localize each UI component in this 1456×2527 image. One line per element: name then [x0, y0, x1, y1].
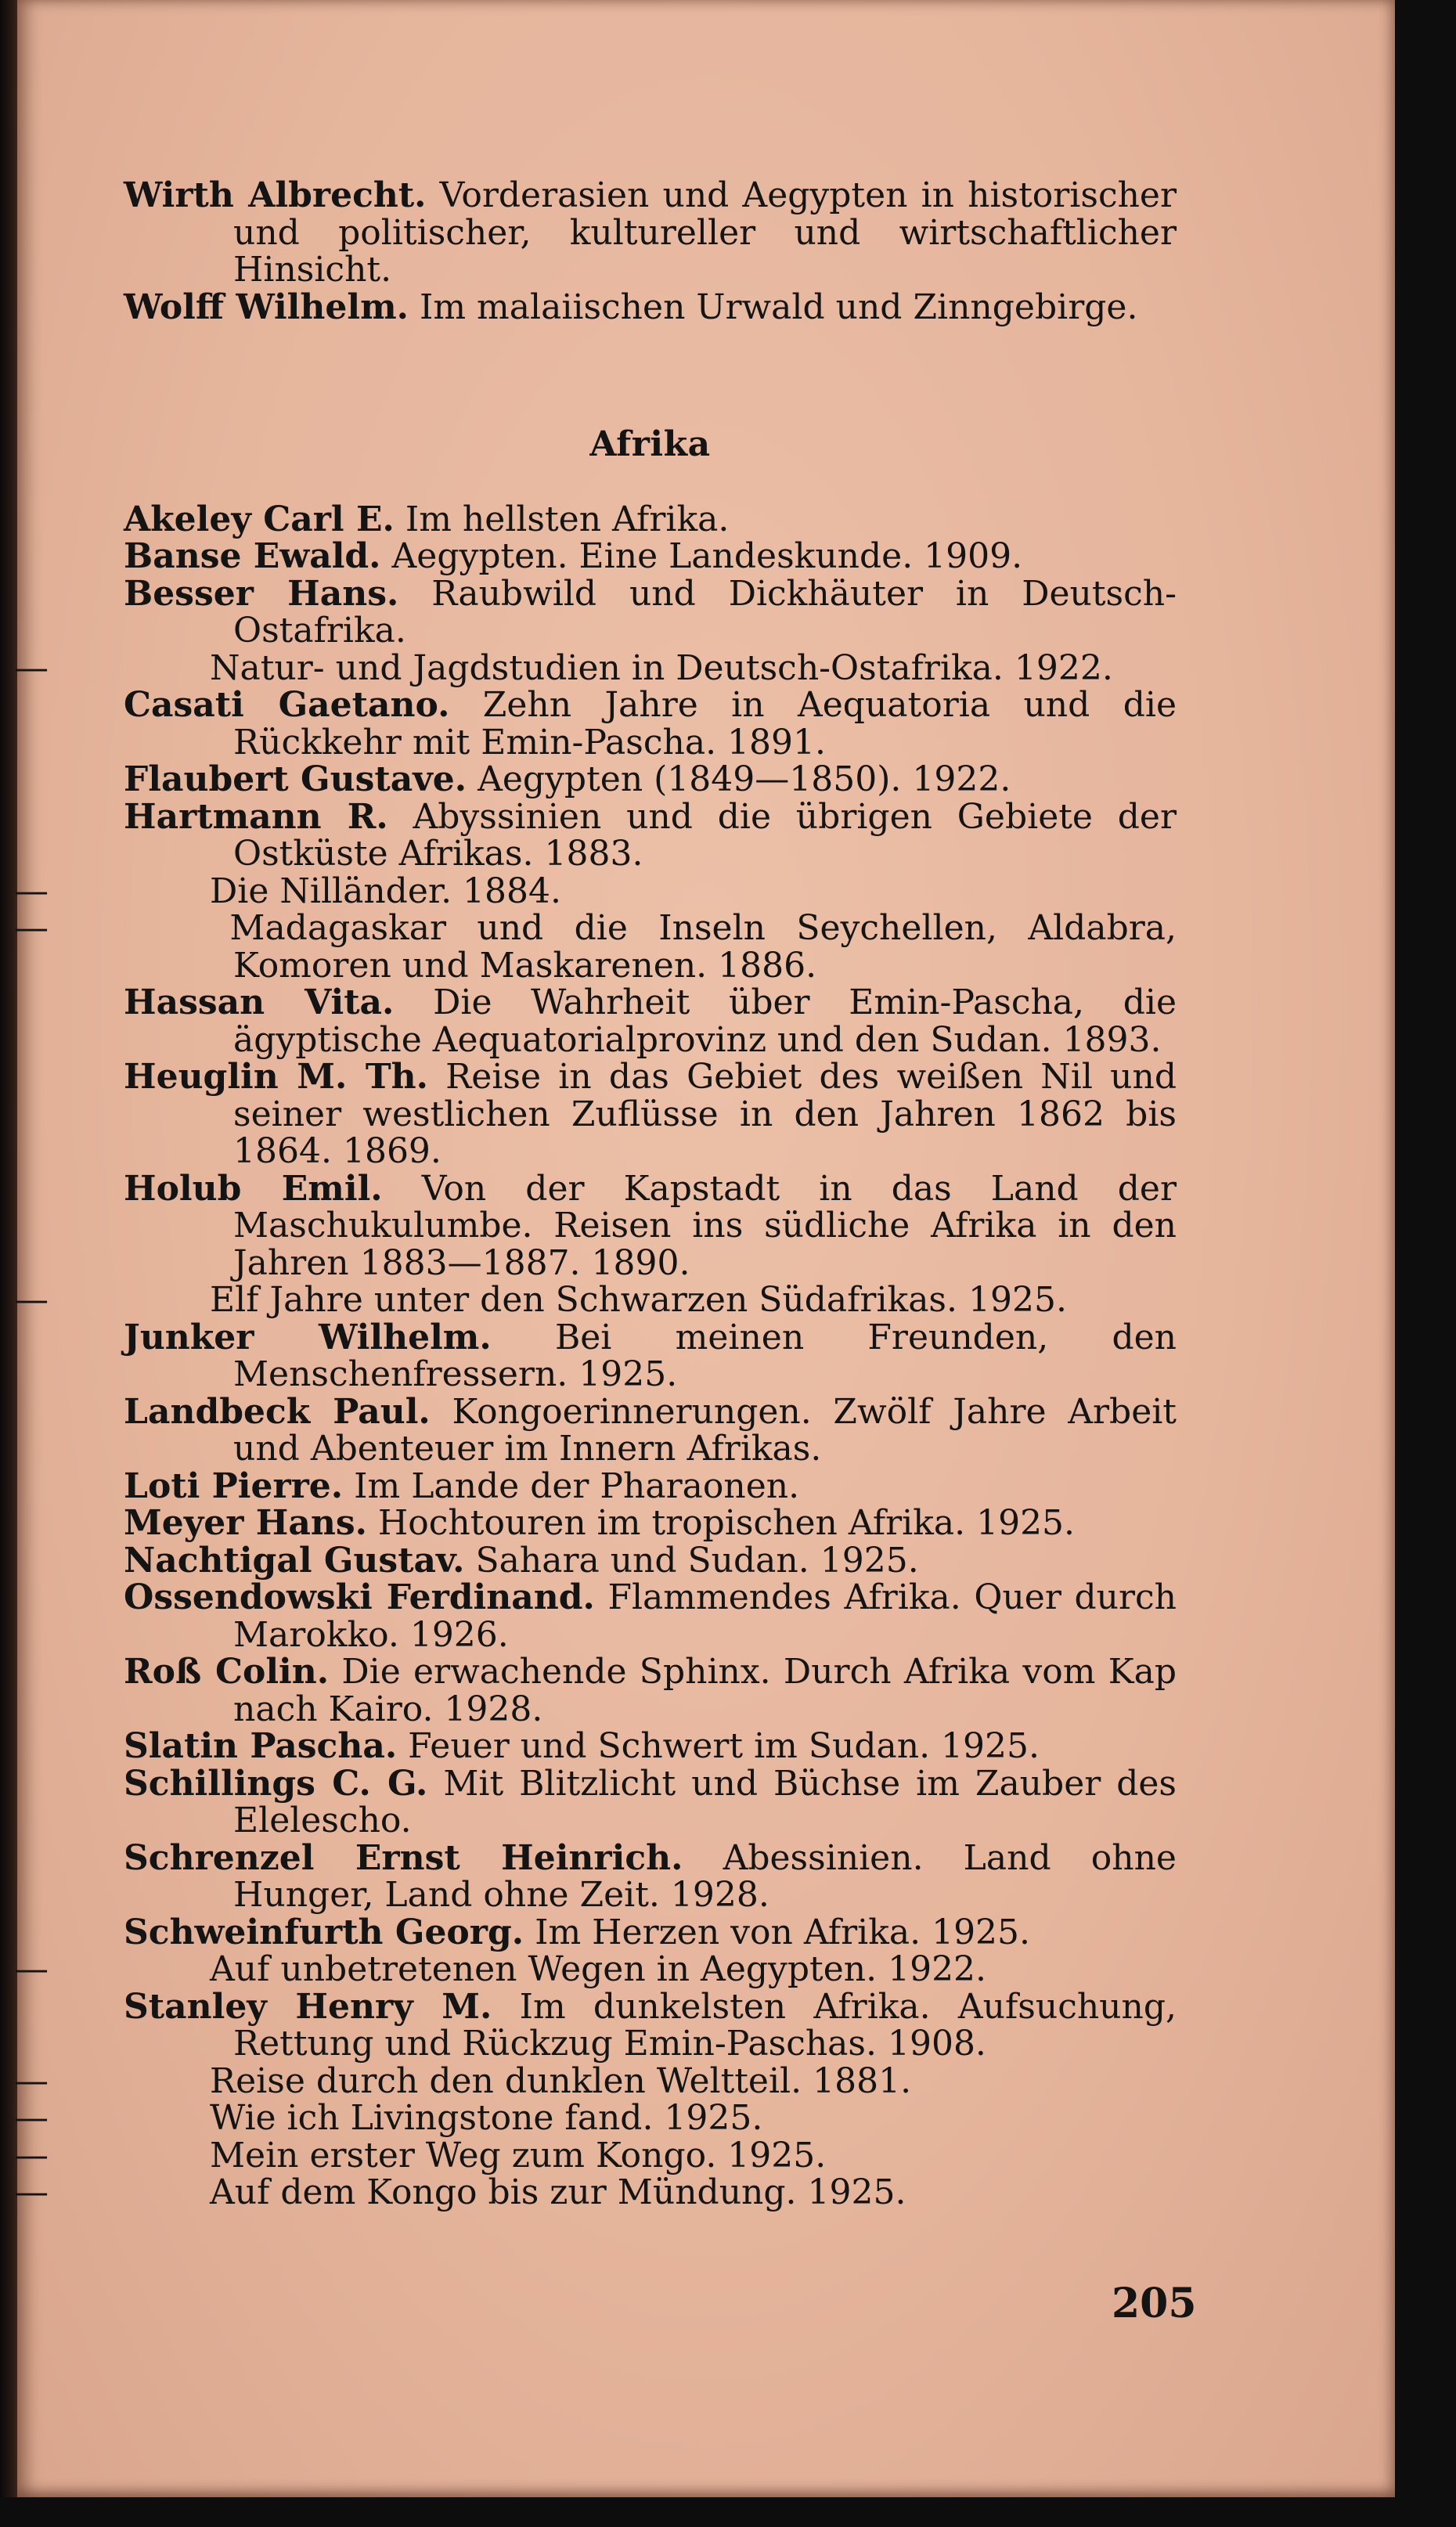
entry-body — [124, 1579, 1177, 1653]
bibliography-entry — [124, 1914, 1177, 1952]
entry-title: Abessinien. Land ohne Hunger, Land ohne Zeit. 1928. — [233, 1837, 1177, 1915]
bibliography-entry — [124, 1058, 1177, 1170]
bibliography-entry — [124, 1988, 1177, 2063]
entry-title: Sahara und Sudan. 1925. — [475, 1540, 919, 1581]
entry-title: Feuer und Schwert im Sudan. 1925. — [408, 1726, 1040, 1766]
entry-title: Mit Blitzlicht und Büchse im Zauber des Elelescho. — [233, 1763, 1177, 1840]
bibliography-text — [14, 175, 1177, 2212]
section-heading-afrika: Afrika — [589, 424, 711, 464]
bibliography-entry — [124, 1319, 1177, 1393]
entry-title: Die Nilländer. 1884. — [210, 871, 562, 911]
entry-body — [124, 1914, 1177, 1952]
bibliography-entry — [124, 538, 1177, 575]
bibliography-entry — [124, 1542, 1177, 1580]
entry-body — [124, 687, 1177, 761]
bibliography-entry — [14, 908, 1177, 986]
entry-author: Roß Colin. — [124, 1652, 330, 1692]
bibliography-entry — [124, 798, 1177, 873]
entry-body — [14, 908, 1177, 986]
entry-author: Schweinfurth Georg. — [124, 1912, 524, 1952]
bibliography-entry — [124, 761, 1177, 798]
entry-body — [124, 575, 1177, 650]
entry-body — [124, 1542, 1177, 1580]
entry-body — [124, 761, 1177, 798]
bibliography-entry — [14, 1280, 1177, 1320]
entry-author: Ossendowski Ferdinand. — [124, 1577, 595, 1617]
entry-title: Mein erster Weg zum Kongo. 1925. — [210, 2135, 827, 2176]
entry-author: Nachtigal Gustav. — [124, 1540, 465, 1581]
entry-title: Abyssinien und die übrigen Gebiete der Ostküste Afrikas. 1883. — [233, 796, 1177, 874]
bibliography-entry — [124, 1579, 1177, 1653]
bibliography-entry — [124, 1465, 1177, 1506]
entry-body — [14, 1949, 1177, 1989]
entry-body — [14, 1280, 1177, 1320]
bibliography-entry — [14, 647, 1177, 688]
entry-title: Vorderasien und Aegypten in historischer und politischer, kultureller und wirtschaftlicher Hinsicht. — [233, 175, 1177, 290]
entry-title: Zehn Jahre in Aequatoria und die Rückkehr mit Emin-Pascha. 1891. — [233, 685, 1177, 762]
entry-body — [124, 501, 1177, 539]
entry-title: Im hellsten Afrika. — [405, 499, 730, 539]
bibliography-entry — [14, 2135, 1177, 2176]
page-edge-right — [1395, 0, 1456, 2527]
entry-body — [124, 1170, 1177, 1282]
entry-body — [124, 798, 1177, 873]
entry-author: Hartmann R. — [124, 796, 388, 837]
entry-body — [14, 647, 1177, 688]
entry-title: Bei meinen Freunden, den Menschenfressern. 1925. — [233, 1317, 1177, 1394]
entry-title: Die erwachende Sphinx. Durch Afrika vom Kap nach Kairo. 1928. — [233, 1652, 1177, 1729]
bibliography-entry — [124, 687, 1177, 761]
entry-author: Heuglin M. Th. — [124, 1057, 428, 1097]
entry-title: Elf Jahre unter den Schwarzen Südafrikas. 1925. — [210, 1280, 1067, 1320]
entry-title: Wie ich Livingstone fand. 1925. — [210, 2098, 763, 2138]
entry-title: Raubwild und Dickhäuter in Deutsch-Ostafrika. — [233, 573, 1177, 651]
entry-title: Aegypten (1849—1850). 1922. — [478, 759, 1011, 799]
entry-title: Im dunkelsten Afrika. Aufsuchung, Rettung und Rückzug Emin-Paschas. 1908. — [233, 1986, 1177, 2064]
bibliography-entry — [14, 2172, 1177, 2212]
page-number: 205 — [1112, 2280, 1197, 2327]
page-edge-bottom — [0, 2497, 1456, 2527]
bibliography-entry — [14, 1949, 1177, 1989]
entry-title: Auf dem Kongo bis zur Mündung. 1925. — [210, 2172, 906, 2212]
entry-body — [124, 1728, 1177, 1765]
entry-author: Banse Ewald. — [124, 536, 381, 576]
entry-title: Im Herzen von Afrika. 1925. — [535, 1912, 1031, 1952]
entry-author: Stanley Henry M. — [124, 1986, 492, 2027]
bibliography-entry — [124, 289, 1177, 326]
entry-author: Casati Gaetano. — [124, 685, 450, 725]
entry-title: Madagaskar und die Inseln Seychellen, Aldabra, Komoren und Maskarenen. 1886. — [229, 908, 1177, 986]
bibliography-entry — [124, 1837, 1177, 1915]
entry-author: Besser Hans. — [124, 573, 399, 614]
entry-title: Die Wahrheit über Emin-Pascha, die ägyptische Aequatorialprovinz und den Sudan. 1893. — [233, 982, 1177, 1060]
entry-author: Schrenzel Ernst Heinrich. — [124, 1837, 683, 1878]
repeat-author-dash: — — [14, 1280, 49, 1320]
repeat-author-dash: — — [14, 2060, 49, 2101]
entry-body — [124, 1837, 1177, 1915]
entry-author: Holub Emil. — [124, 1168, 383, 1209]
repeat-author-dash: — — [14, 908, 49, 948]
entry-author: Wirth Albrecht. — [124, 175, 427, 215]
entry-author: Landbeck Paul. — [124, 1391, 431, 1432]
top-entry-list — [124, 177, 1177, 326]
entry-body — [124, 289, 1177, 326]
bibliography-entry — [124, 501, 1177, 539]
entry-title: Natur- und Jagdstudien in Deutsch-Ostafrika. 1922. — [210, 647, 1113, 688]
entry-title: Von der Kapstadt in das Land der Maschukulumbe. Reisen ins südliche Afrika in den Jahren 1883—1887. 1890. — [233, 1168, 1177, 1283]
entry-author: Hassan Vita. — [124, 982, 395, 1022]
bibliography-entry — [124, 177, 1177, 289]
entry-title: Kongoerinnerungen. Zwölf Jahre Arbeit und Abenteuer im Innern Afrikas. — [233, 1391, 1177, 1469]
repeat-author-dash: — — [14, 2172, 49, 2212]
bibliography-entry — [14, 871, 1177, 911]
entry-title: Auf unbetretenen Wegen in Aegypten. 1922. — [210, 1949, 987, 1989]
entry-title: Hochtouren im tropischen Afrika. 1925. — [377, 1503, 1076, 1543]
bibliography-entry — [124, 575, 1177, 650]
entry-title: Aegypten. Eine Landeskunde. 1909. — [391, 536, 1023, 576]
entry-body — [14, 2135, 1177, 2176]
entry-body — [124, 1319, 1177, 1393]
entry-body — [124, 1058, 1177, 1170]
bibliography-entry — [124, 1653, 1177, 1728]
entry-title: Im malaiischen Urwald und Zinngebirge. — [419, 287, 1138, 327]
entry-body — [124, 1465, 1177, 1506]
entry-body — [124, 177, 1177, 289]
entry-body — [124, 1505, 1177, 1542]
bibliography-entry — [124, 1170, 1177, 1282]
repeat-author-dash: — — [14, 871, 49, 911]
bibliography-entry — [124, 984, 1177, 1058]
repeat-author-dash: — — [14, 2098, 49, 2138]
bibliography-entry — [124, 1505, 1177, 1542]
bibliography-entry — [124, 1393, 1177, 1468]
entry-author: Slatin Pascha. — [124, 1726, 398, 1766]
entry-title: Im Lande der Pharaonen. — [354, 1465, 800, 1506]
entry-author: Flaubert Gustave. — [124, 759, 467, 799]
entry-author: Akeley Carl E. — [124, 499, 395, 539]
bibliography-entry — [14, 2060, 1177, 2101]
entry-body — [124, 1988, 1177, 2063]
entry-author: Wolff Wilhelm. — [124, 287, 409, 327]
entry-body — [124, 984, 1177, 1058]
entry-title: Flammendes Afrika. Quer durch Marokko. 1926. — [233, 1577, 1177, 1655]
repeat-author-dash: — — [14, 2135, 49, 2176]
bibliography-entry — [124, 1728, 1177, 1765]
bibliography-entry — [124, 1765, 1177, 1840]
entry-title: Reise durch den dunklen Weltteil. 1881. — [210, 2060, 912, 2101]
bibliography-entry — [14, 2098, 1177, 2138]
entry-body — [124, 1653, 1177, 1728]
entry-title: Reise in das Gebiet des weißen Nil und seiner westlichen Zuflüsse in den Jahren 1862 bis 1864. 1869. — [233, 1057, 1177, 1171]
entry-author: Schillings C. G. — [124, 1763, 428, 1804]
entry-body — [14, 2060, 1177, 2101]
repeat-author-dash: — — [14, 647, 49, 688]
afrika-entry-list — [14, 499, 1177, 2212]
repeat-author-dash: — — [14, 1949, 49, 1989]
entry-body — [124, 538, 1177, 575]
entry-body — [124, 1765, 1177, 1840]
entry-body — [124, 1393, 1177, 1468]
entry-author: Meyer Hans. — [124, 1503, 367, 1543]
entry-body — [14, 871, 1177, 911]
entry-body — [14, 2172, 1177, 2212]
entry-author: Junker Wilhelm. — [124, 1317, 492, 1357]
entry-body — [14, 2098, 1177, 2138]
entry-author: Loti Pierre. — [124, 1465, 344, 1506]
